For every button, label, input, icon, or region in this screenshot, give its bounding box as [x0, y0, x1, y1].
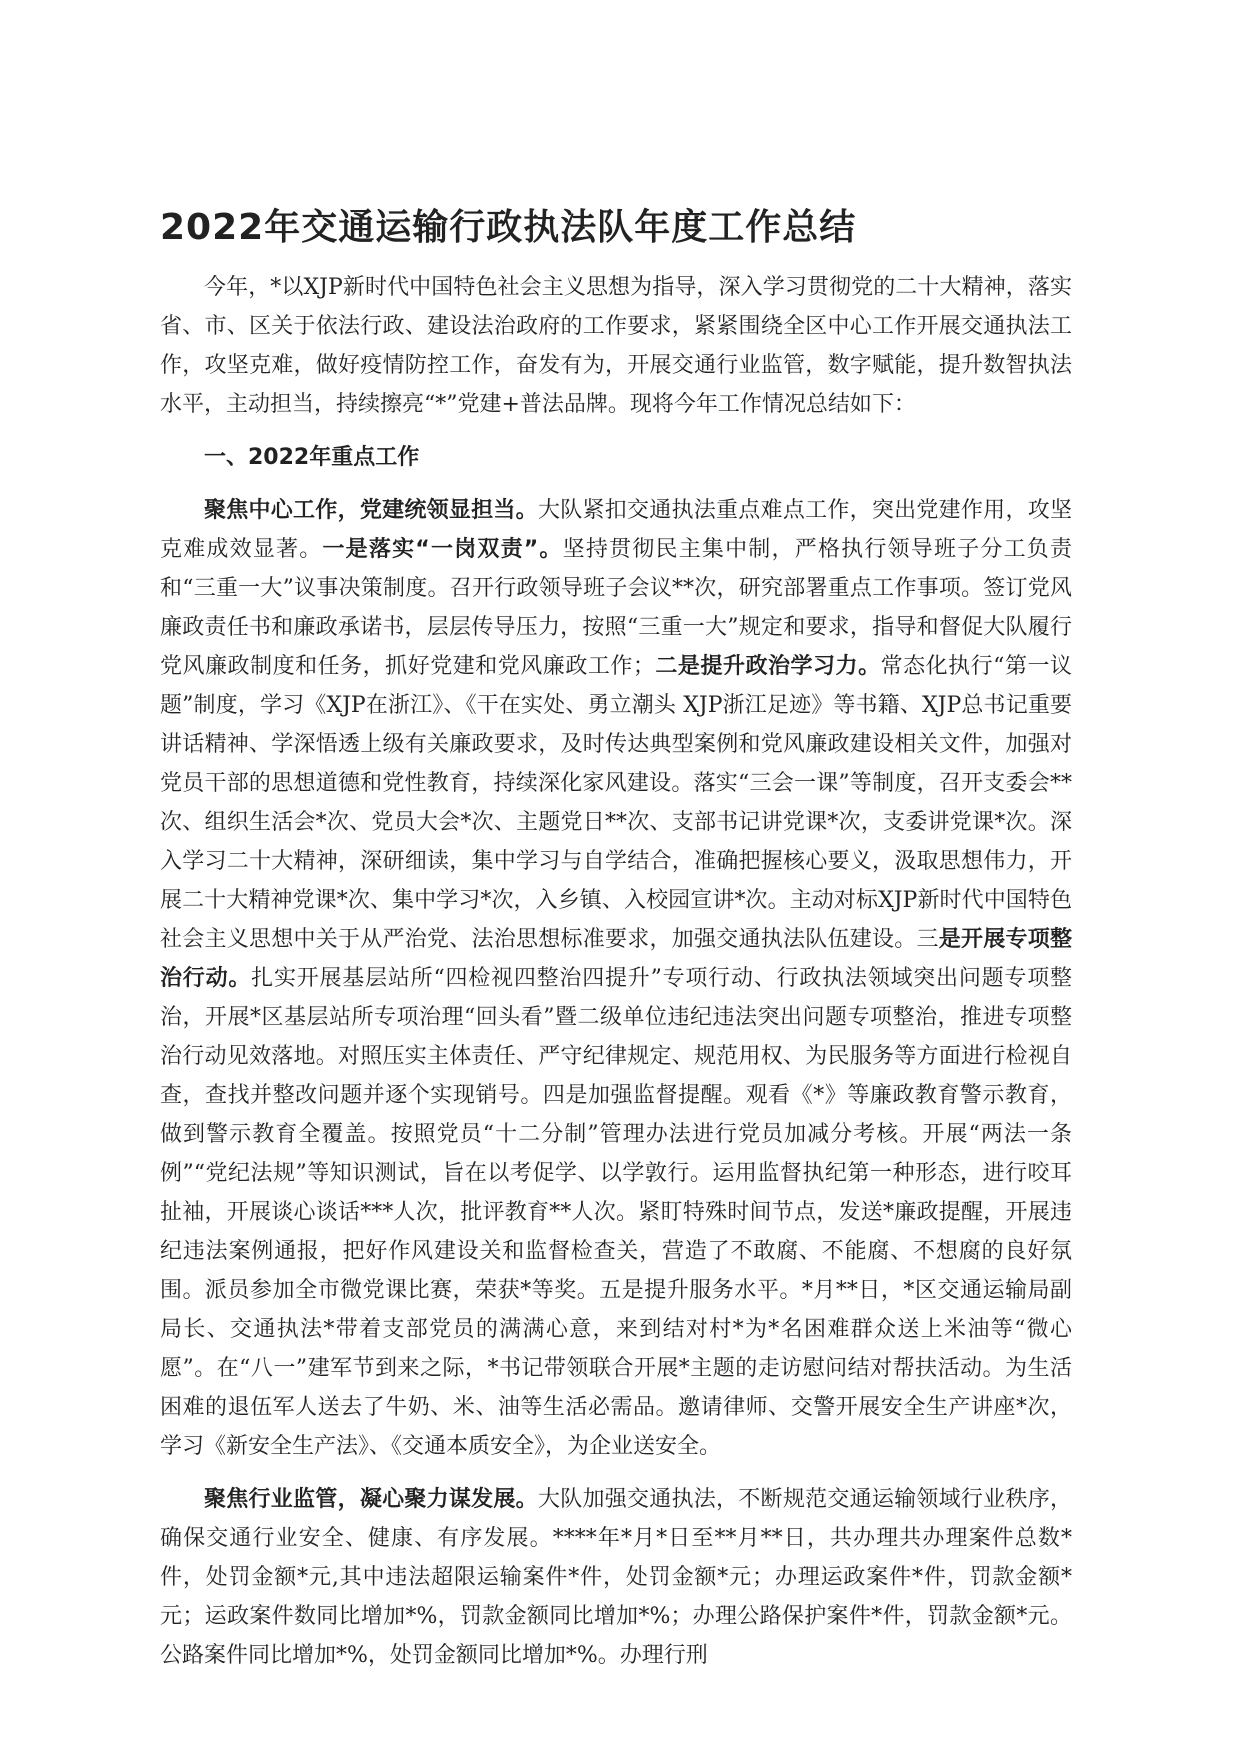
document-body: [160, 268, 1072, 1675]
paragraph-text: 大队紧扣交通执法重点难点工作，突出党建作用，攻坚克难成效显著。: [160, 498, 1072, 562]
paragraph-industry-supervision: [160, 1480, 1072, 1675]
paragraph-bold-point: 一是落实“一岗双责”。: [322, 537, 563, 562]
paragraph-text: 常态化执行“第一议题”制度，学习《XJP在浙江》、《干在实处、勇立潮头 XJP浙江足迹》等书籍、XJP总书记重要讲话精神、学深悟透上级有关廉政要求，及时传达典型案例和党风廉政建设相关文件，加强对党员干部的思想道德和党性教育，持续深化家风建设。落实“三会一课”等制度，召开支委会**次、组织生活会*次、党员大会*次、主题党日**次、支部书记讲党课*次，支委讲党课*次。深入学习二十大精神，深研细读，集中学习与自学结合，准确把握核心要义，汲取思想伟力，开展二十大精神党课*次、集中学习*次，入乡镇、入校园宣讲*次。主动对标XJP新时代中国特色社会主义思想中关于从严治党、法治思想标准要求，加强交通执法队伍建设。三: [160, 654, 1072, 952]
paragraph-text: 扎实开展基层站所“四检视四整治四提升”专项行动、行政执法领域突出问题专项整治，开展*区基层站所专项治理“回头看”暨二级单位违纪违法突出问题专项整治，推进专项整治行动见效落地。对照压实主体责任、严守纪律规定、规范用权、为民服务等方面进行检视自查，查找并整改问题并逐个实现销号。四是加强监督提醒。观看《*》等廉政教育警示教育，做到警示教育全覆盖。按照党员“十二分制”管理办法进行党员加减分考核。开展“两法一条例”“党纪法规”等知识测试，旨在以考促学、以学敦行。运用监督执纪第一种形态，进行咬耳扯袖，开展谈心谈话***人次，批评教育**人次。紧盯特殊时间节点，发送*廉政提醒，开展违纪违法案例通报，把好作风建设关和监督检查关，营造了不敢腐、不能腐、不想腐的良好氛围。派员参加全市微党课比赛，荣获*等奖。五是提升服务水平。*月**日，*区交通运输局副局长、交通执法*带着支部党员的满满心意，来到结对村*为*名困难群众送上米油等“微心愿”。在“八一”建军节到来之际，*书记带领联合开展*主题的走访慰问结对帮扶活动。为生活困难的退伍军人送去了牛奶、米、油等生活必需品。邀请律师、交警开展安全生产讲座*次，学习《新安全生产法》、《交通本质安全》，为企业送安全。: [160, 966, 1072, 1459]
intro-paragraph: 今年，*以XJP新时代中国特色社会主义思想为指导，深入学习贯彻党的二十大精神，落实省、市、区关于依法行政、建设法治政府的工作要求，紧紧围绕全区中心工作开展交通执法工作，攻坚克难，做好疫情防控工作，奋发有为，开展交通行业监管，数字赋能，提升数智执法水平，主动担当，持续擦亮“*”党建+普法品牌。现将今年工作情况总结如下：: [160, 275, 1072, 417]
paragraph-text: 坚持贯彻民主集中制，严格执行领导班子分工负责和“三重一大”议事决策制度。召开行政领导班子会议**次，研究部署重点工作事项。签订党风廉政责任书和廉政承诺书，层层传导压力，按照“三重一大”规定和要求，指导和督促大队履行党风廉政制度和任务，抓好党建和党风廉政工作；: [160, 537, 1072, 679]
paragraph-bold-point: 是开展专项整治行动。: [160, 927, 1072, 991]
section-heading: 一、2022年重点工作: [204, 445, 420, 470]
document-title: 2022年交通运输行政执法队年度工作总结: [160, 207, 857, 248]
paragraph-lead: 聚焦中心工作，党建统领显担当。: [204, 498, 538, 523]
paragraph-party-building: [160, 491, 1072, 1466]
paragraph-text: 大队加强交通执法，不断规范交通运输领域行业秩序，确保交通行业安全、健康、有序发展。****年*月*日至**月**日，共办理共办理案件总数*件，处罚金额*元,其中违法超限运输案件*件，处罚金额*元；办理运政案件*件，罚款金额*元；运政案件数同比增加*%，罚款金额同比增加*%；办理公路保护案件*件，罚款金额*元。公路案件同比增加*%，处罚金额同比增加*%。办理行刑: [160, 1487, 1072, 1668]
paragraph-bold-point: 二是提升政治学习力。: [654, 654, 881, 679]
paragraph-lead: 聚焦行业监管，凝心聚力谋发展。: [204, 1487, 538, 1512]
